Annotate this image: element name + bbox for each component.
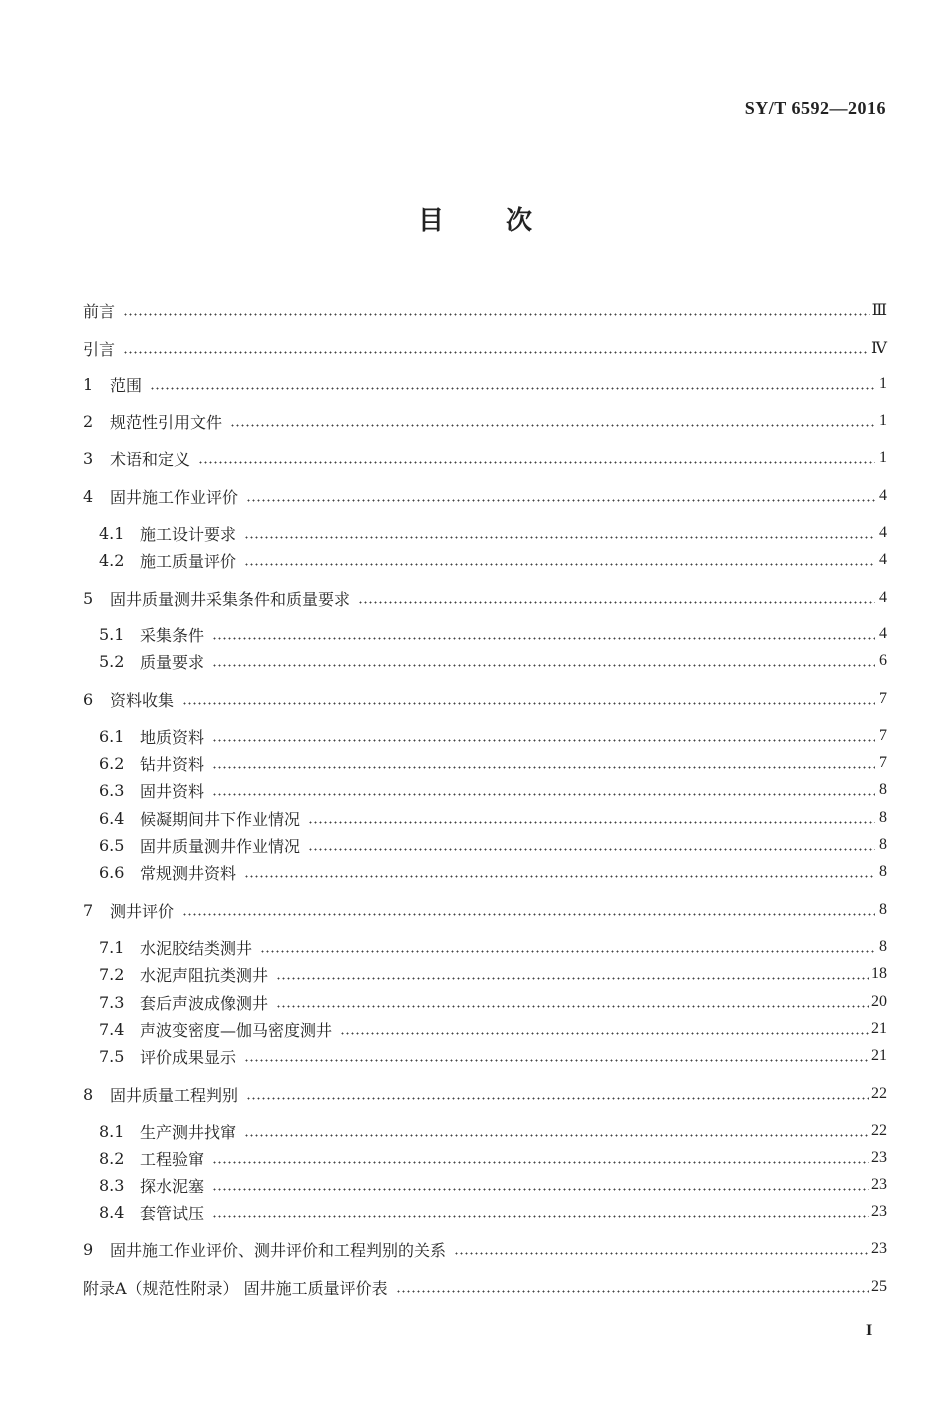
- toc-entry-page: 8: [879, 901, 887, 918]
- toc-entry[interactable]: [83, 446, 887, 470]
- toc-entry-page: 8: [879, 781, 887, 798]
- toc-entry-number: 8.2: [99, 1148, 125, 1168]
- toc-entry[interactable]: [83, 898, 887, 922]
- toc-entry-page: Ⅲ: [871, 302, 887, 319]
- toc-entry-number: 6: [83, 689, 94, 709]
- toc-leader-dots: [212, 1161, 869, 1164]
- toc-entry-number: 8.3: [99, 1175, 125, 1195]
- toc-entry[interactable]: [99, 990, 887, 1014]
- toc-leader-dots: [308, 821, 875, 824]
- toc-entry[interactable]: [83, 336, 887, 360]
- toc-entry-label: 地质资料: [140, 727, 205, 747]
- toc-entry-page: 4: [879, 589, 887, 606]
- toc-entry-number: 7.5: [99, 1046, 125, 1066]
- toc-entry-label: 固井资料: [140, 781, 205, 801]
- toc-leader-dots: [182, 702, 875, 705]
- toc-entry-number: 1: [83, 374, 94, 394]
- toc-entry[interactable]: [99, 1200, 887, 1224]
- toc-leader-dots: [308, 848, 875, 851]
- toc-entry[interactable]: [99, 751, 887, 775]
- toc-entry-number: 6.3: [99, 780, 125, 800]
- toc-leader-dots: [212, 739, 875, 742]
- toc-entry-page: 7: [879, 754, 887, 771]
- toc-entry-number: 5.1: [99, 624, 125, 644]
- toc-entry[interactable]: [83, 1082, 887, 1106]
- toc-leader-dots: [212, 766, 875, 769]
- toc-entry-page: 6: [879, 652, 887, 669]
- toc-entry-number: 4.1: [99, 523, 125, 543]
- toc-entry-label: 生产测井找窜: [140, 1122, 237, 1142]
- toc-entry[interactable]: [99, 806, 887, 830]
- toc-entry[interactable]: [83, 1237, 887, 1261]
- toc-entry-label: 固井质量测井采集条件和质量要求: [110, 589, 351, 609]
- toc-entry-page: 4: [879, 625, 887, 642]
- toc-leader-dots: [358, 601, 875, 604]
- title-char-2: 次: [506, 206, 533, 236]
- toc-entry-page: Ⅳ: [871, 340, 887, 357]
- toc-entry-number: 6.6: [99, 862, 125, 882]
- toc-entry-label: 资料收集: [110, 690, 175, 710]
- toc-leader-dots: [244, 875, 875, 878]
- toc-entry-label: 范围: [110, 375, 143, 395]
- toc-entry-label: 声波变密度—伽马密度测井: [140, 1020, 333, 1040]
- toc-entry[interactable]: [99, 521, 887, 545]
- toc-entry-page: 8: [879, 938, 887, 955]
- toc-leader-dots: [244, 536, 875, 539]
- toc-leader-dots: [230, 424, 875, 427]
- toc-entry-page: 7: [879, 690, 887, 707]
- toc-entry[interactable]: [83, 409, 887, 433]
- toc-leader-dots: [212, 1188, 869, 1191]
- toc-entry-number: 5: [83, 588, 94, 608]
- toc-leader-dots: [396, 1290, 869, 1293]
- toc-leader-dots: [212, 637, 875, 640]
- toc-leader-dots: [246, 499, 875, 502]
- toc-leader-dots: [198, 461, 875, 464]
- toc-entry-page: 22: [871, 1085, 887, 1102]
- toc-leader-dots: [212, 793, 875, 796]
- title-char-1: 目: [417, 206, 444, 236]
- toc-leader-dots: [246, 1097, 869, 1100]
- toc-entry[interactable]: [99, 778, 887, 802]
- toc-entry-page: 22: [871, 1122, 887, 1139]
- toc-entry-number: 7.1: [99, 937, 125, 957]
- toc-entry-label: 采集条件: [140, 625, 205, 645]
- toc-entry[interactable]: [83, 687, 887, 711]
- toc-leader-dots: [276, 977, 869, 980]
- toc-entry-label: 规范性引用文件: [110, 412, 223, 432]
- toc-entry-label: 评价成果显示: [140, 1047, 237, 1067]
- toc-entry-label: 测井评价: [110, 901, 175, 921]
- toc-entry-page: 4: [879, 551, 887, 568]
- toc-entry[interactable]: [83, 298, 887, 322]
- toc-entry-number: 6.4: [99, 808, 125, 828]
- toc-entry-number: 6.2: [99, 753, 125, 773]
- toc-entry-label: 水泥声阻抗类测井: [140, 965, 269, 985]
- toc-entry-label: 固井施工作业评价: [110, 487, 239, 507]
- toc-entry-label: 工程验窜: [140, 1149, 205, 1169]
- toc-entry-number: 6.5: [99, 835, 125, 855]
- toc-entry-page: 25: [871, 1278, 887, 1295]
- toc-entry-label: 术语和定义: [110, 449, 191, 469]
- toc-entry-number: 7: [83, 900, 94, 920]
- toc-entry-page: 4: [879, 524, 887, 541]
- toc-entry-number: 7.3: [99, 992, 125, 1012]
- toc-entry-page: 23: [871, 1203, 887, 1220]
- toc-entry-label: 候凝期间井下作业情况: [140, 809, 301, 829]
- toc-entry-page: 8: [879, 863, 887, 880]
- toc-leader-dots: [123, 351, 869, 354]
- toc-entry[interactable]: [83, 1275, 887, 1299]
- toc-leader-dots: [182, 913, 875, 916]
- toc-leader-dots: [454, 1252, 869, 1255]
- toc-entry-label: 常规测井资料: [140, 863, 237, 883]
- toc-entry-number: 4.2: [99, 550, 125, 570]
- toc-entry[interactable]: [83, 372, 887, 396]
- toc-entry[interactable]: [99, 622, 887, 646]
- toc-entry-label: 水泥胶结类测井: [140, 938, 253, 958]
- toc-entry-label: 套管试压: [140, 1203, 205, 1223]
- toc-entry-label: 套后声波成像测井: [140, 993, 269, 1013]
- toc-leader-dots: [244, 1134, 869, 1137]
- toc-entry-number: 8.1: [99, 1121, 125, 1141]
- toc-entry[interactable]: [99, 724, 887, 748]
- toc-leader-dots: [150, 387, 875, 390]
- toc-entry-label: 探水泥塞: [140, 1176, 205, 1196]
- toc-entry[interactable]: [99, 1017, 887, 1041]
- toc-entry-page: 23: [871, 1240, 887, 1257]
- toc-entry[interactable]: [99, 962, 887, 986]
- toc-entry-label: 附录A（规范性附录） 固井施工质量评价表: [83, 1278, 388, 1298]
- toc-entry-number: 8: [83, 1084, 94, 1104]
- toc-entry-page: 1: [879, 412, 887, 429]
- toc-entry-number: 8.4: [99, 1202, 125, 1222]
- toc-entry-label: 前言: [83, 301, 116, 321]
- standard-code: SY/T 6592—2016: [744, 98, 886, 118]
- toc-leader-dots: [340, 1032, 869, 1035]
- toc-entry[interactable]: [99, 548, 887, 572]
- toc-entry-page: 23: [871, 1149, 887, 1166]
- toc-entry-number: 4: [83, 486, 94, 506]
- toc-entry-number: 7.2: [99, 964, 125, 984]
- toc-leader-dots: [212, 1215, 869, 1218]
- toc-entry-page: 4: [879, 487, 887, 504]
- toc-entry-page: 8: [879, 836, 887, 853]
- toc-entry-page: 1: [879, 375, 887, 392]
- toc-entry[interactable]: [83, 586, 887, 610]
- toc-entry[interactable]: [99, 649, 887, 673]
- toc-entry-label: 质量要求: [140, 652, 205, 672]
- toc-entry-number: 2: [83, 411, 94, 431]
- toc-entry-number: 7.4: [99, 1019, 125, 1039]
- toc-leader-dots: [244, 1059, 869, 1062]
- toc-entry[interactable]: [99, 1044, 887, 1068]
- toc-leader-dots: [244, 563, 875, 566]
- toc-entry-page: 21: [871, 1047, 887, 1064]
- toc-entry-number: 6.1: [99, 726, 125, 746]
- toc-entry-page: 1: [879, 449, 887, 466]
- toc-entry-label: 施工设计要求: [140, 524, 237, 544]
- toc-entry-label: 固井质量工程判别: [110, 1085, 239, 1105]
- toc-entry-page: 18: [871, 965, 887, 982]
- toc-entry-page: 20: [871, 993, 887, 1010]
- toc-leader-dots: [260, 950, 875, 953]
- toc-entry-number: 5.2: [99, 651, 125, 671]
- toc-entry-page: 7: [879, 727, 887, 744]
- toc-entry-number: 9: [83, 1239, 94, 1259]
- toc-entry-label: 固井施工作业评价、测井评价和工程判别的关系: [110, 1240, 447, 1260]
- page-number: I: [866, 1322, 873, 1339]
- toc-entry-page: 21: [871, 1020, 887, 1037]
- toc-entry-page: 8: [879, 809, 887, 826]
- toc-entry[interactable]: [99, 860, 887, 884]
- toc-entry-label: 引言: [83, 339, 116, 359]
- toc-entry-page: 23: [871, 1176, 887, 1193]
- toc-entry-label: 施工质量评价: [140, 551, 237, 571]
- toc-entry-number: 3: [83, 448, 94, 468]
- toc-entry[interactable]: [99, 1173, 887, 1197]
- toc-entry[interactable]: [99, 1119, 887, 1143]
- toc-entry-label: 固井质量测井作业情况: [140, 836, 301, 856]
- toc-entry-label: 钻井资料: [140, 754, 205, 774]
- toc-entry[interactable]: [99, 935, 887, 959]
- toc-entry[interactable]: [99, 1146, 887, 1170]
- page-title: [0, 200, 950, 237]
- toc-entry[interactable]: [99, 833, 887, 857]
- toc-leader-dots: [212, 664, 875, 667]
- toc-leader-dots: [276, 1005, 869, 1008]
- toc-leader-dots: [123, 313, 870, 316]
- toc-entry[interactable]: [83, 484, 887, 508]
